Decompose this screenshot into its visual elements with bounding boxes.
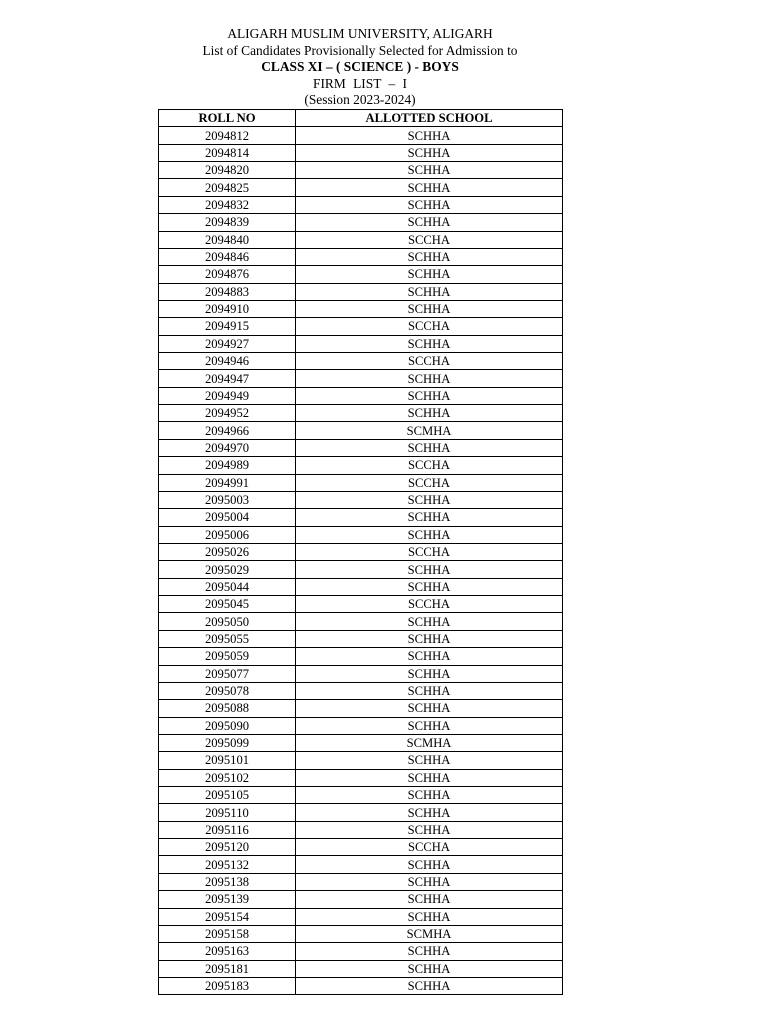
roll-no-cell: 2095044: [159, 578, 296, 595]
allotted-school-cell: SCCHA: [296, 353, 563, 370]
roll-no-cell: 2094927: [159, 335, 296, 352]
roll-no-cell: 2095101: [159, 752, 296, 769]
table-body: [159, 127, 563, 995]
allotted-school-cell: SCHHA: [296, 283, 563, 300]
table-row: [159, 353, 563, 370]
allotted-school-cell: SCHHA: [296, 613, 563, 630]
roll-no-cell: 2095120: [159, 839, 296, 856]
table-row: [159, 787, 563, 804]
roll-no-cell: 2095004: [159, 509, 296, 526]
table-row: [159, 682, 563, 699]
table-row: [159, 179, 563, 196]
roll-no-cell: 2094840: [159, 231, 296, 248]
table-row: [159, 578, 563, 595]
document-header: [0, 26, 720, 109]
allotted-school-cell: SCMHA: [296, 925, 563, 942]
allotted-school-cell: SCHHA: [296, 977, 563, 994]
roll-no-cell: 2094946: [159, 353, 296, 370]
roll-no-cell: 2094952: [159, 405, 296, 422]
allotted-school-cell: SCMHA: [296, 422, 563, 439]
allotted-school-cell: SCHHA: [296, 769, 563, 786]
roll-no-cell: 2095132: [159, 856, 296, 873]
university-name: ALIGARH MUSLIM UNIVERSITY, ALIGARH: [227, 26, 493, 41]
roll-no-cell: 2095116: [159, 821, 296, 838]
allotted-school-cell: SCHHA: [296, 717, 563, 734]
table-row: [159, 734, 563, 751]
table-row: [159, 717, 563, 734]
table-row: [159, 439, 563, 456]
roll-no-cell: 2095102: [159, 769, 296, 786]
allotted-school-cell: SCHHA: [296, 335, 563, 352]
roll-no-cell: 2094814: [159, 144, 296, 161]
table-row: [159, 474, 563, 491]
allotted-school-cell: SCHHA: [296, 491, 563, 508]
table-row: [159, 335, 563, 352]
roll-no-cell: 2095183: [159, 977, 296, 994]
roll-no-cell: 2095077: [159, 665, 296, 682]
allotted-school-cell: SCCHA: [296, 457, 563, 474]
allotted-school-cell: SCHHA: [296, 943, 563, 960]
allotted-school-cell: SCCHA: [296, 318, 563, 335]
roll-no-cell: 2094989: [159, 457, 296, 474]
allotted-school-cell: SCHHA: [296, 370, 563, 387]
table-row: [159, 405, 563, 422]
allotted-school-cell: SCHHA: [296, 127, 563, 144]
roll-no-cell: 2095163: [159, 943, 296, 960]
allotted-school-cell: SCHHA: [296, 179, 563, 196]
roll-no-cell: 2095099: [159, 734, 296, 751]
allotted-school-cell: SCHHA: [296, 752, 563, 769]
roll-no-cell: 2094839: [159, 214, 296, 231]
table-row: [159, 248, 563, 265]
allotted-school-cell: SCCHA: [296, 474, 563, 491]
roll-no-cell: 2094970: [159, 439, 296, 456]
table-row: [159, 700, 563, 717]
roll-no-cell: 2094966: [159, 422, 296, 439]
allotted-school-cell: SCCHA: [296, 543, 563, 560]
table-row: [159, 943, 563, 960]
table-row: [159, 960, 563, 977]
document-subtitle: List of Candidates Provisionally Selected for Admission to: [202, 42, 518, 58]
allotted-school-cell: SCHHA: [296, 804, 563, 821]
allotted-school-cell: SCCHA: [296, 839, 563, 856]
allotted-school-cell: SCHHA: [296, 960, 563, 977]
table-row: [159, 283, 563, 300]
roll-no-cell: 2094820: [159, 162, 296, 179]
allotted-school-cell: SCHHA: [296, 682, 563, 699]
allotted-school-cell: SCHHA: [296, 630, 563, 647]
table-row: [159, 908, 563, 925]
allotted-school-cell: SCHHA: [296, 891, 563, 908]
table-row: [159, 457, 563, 474]
roll-no-cell: 2094910: [159, 300, 296, 317]
roll-no-cell: 2094947: [159, 370, 296, 387]
roll-no-cell: 2094846: [159, 248, 296, 265]
table-row: [159, 891, 563, 908]
allotted-school-cell: SCHHA: [296, 214, 563, 231]
allotted-school-cell: SCHHA: [296, 162, 563, 179]
allotted-school-cell: SCHHA: [296, 648, 563, 665]
table-row: [159, 422, 563, 439]
roll-no-cell: 2094812: [159, 127, 296, 144]
roll-no-cell: 2094949: [159, 387, 296, 404]
allotted-school-cell: SCHHA: [296, 700, 563, 717]
table-row: [159, 318, 563, 335]
allotted-school-cell: SCHHA: [296, 387, 563, 404]
table-row: [159, 769, 563, 786]
allotted-school-cell: SCHHA: [296, 300, 563, 317]
table-row: [159, 613, 563, 630]
table-row: [159, 596, 563, 613]
roll-no-cell: 2095090: [159, 717, 296, 734]
allotted-school-cell: SCHHA: [296, 665, 563, 682]
table-row: [159, 526, 563, 543]
table-row: [159, 752, 563, 769]
allotted-school-cell: SCHHA: [296, 196, 563, 213]
allotted-school-cell: SCHHA: [296, 405, 563, 422]
roll-no-cell: 2095003: [159, 491, 296, 508]
table-row: [159, 370, 563, 387]
allotted-school-cell: SCHHA: [296, 873, 563, 890]
table-row: [159, 856, 563, 873]
allotted-school-cell: SCHHA: [296, 787, 563, 804]
roll-no-cell: 2095059: [159, 648, 296, 665]
roll-no-cell: 2095158: [159, 925, 296, 942]
table-row: [159, 804, 563, 821]
roll-no-cell: 2094883: [159, 283, 296, 300]
roll-no-cell: 2094876: [159, 266, 296, 283]
allotted-school-cell: SCHHA: [296, 439, 563, 456]
table-row: [159, 648, 563, 665]
roll-no-cell: 2094832: [159, 196, 296, 213]
table-row: [159, 665, 563, 682]
roll-no-cell: 2095045: [159, 596, 296, 613]
allotted-school-cell: SCHHA: [296, 509, 563, 526]
roll-no-cell: 2095154: [159, 908, 296, 925]
table-row: [159, 543, 563, 560]
table-row: [159, 144, 563, 161]
roll-no-cell: 2095050: [159, 613, 296, 630]
allotted-school-cell: SCHHA: [296, 526, 563, 543]
table-row: [159, 127, 563, 144]
roll-no-cell: 2095055: [159, 630, 296, 647]
session-label: (Session 2023-2024): [304, 92, 416, 107]
class-title: CLASS XI – ( SCIENCE ) - BOYS: [261, 59, 459, 74]
roll-no-cell: 2094915: [159, 318, 296, 335]
table-row: [159, 266, 563, 283]
roll-no-cell: 2095078: [159, 682, 296, 699]
roll-no-cell: 2095026: [159, 543, 296, 560]
table-row: [159, 873, 563, 890]
list-name: FIRM LIST – I: [313, 75, 407, 91]
roll-no-header: ROLL NO: [159, 110, 296, 127]
allotted-school-cell: SCHHA: [296, 248, 563, 265]
allotted-school-cell: SCCHA: [296, 596, 563, 613]
table-row: [159, 509, 563, 526]
allotted-school-cell: SCHHA: [296, 144, 563, 161]
table-row: [159, 491, 563, 508]
table-row: [159, 231, 563, 248]
table-row: [159, 300, 563, 317]
roll-no-cell: 2095029: [159, 561, 296, 578]
table-row: [159, 561, 563, 578]
roll-no-cell: 2095138: [159, 873, 296, 890]
roll-no-cell: 2095088: [159, 700, 296, 717]
allotted-school-cell: SCHHA: [296, 561, 563, 578]
table-row: [159, 162, 563, 179]
allotted-school-cell: SCHHA: [296, 856, 563, 873]
table-row: [159, 387, 563, 404]
allotted-school-cell: SCMHA: [296, 734, 563, 751]
roll-no-cell: 2095105: [159, 787, 296, 804]
roll-no-cell: 2094825: [159, 179, 296, 196]
table-row: [159, 630, 563, 647]
allotted-school-cell: SCCHA: [296, 231, 563, 248]
table-row: [159, 821, 563, 838]
table-header-row: [159, 110, 563, 127]
table-row: [159, 977, 563, 994]
allotted-school-cell: SCHHA: [296, 821, 563, 838]
table-row: [159, 196, 563, 213]
roll-no-cell: 2095006: [159, 526, 296, 543]
table-row: [159, 214, 563, 231]
allotted-school-cell: SCHHA: [296, 266, 563, 283]
roll-no-cell: 2095110: [159, 804, 296, 821]
allotted-school-header: ALLOTTED SCHOOL: [296, 110, 563, 127]
allotted-school-cell: SCHHA: [296, 908, 563, 925]
roll-no-cell: 2094991: [159, 474, 296, 491]
roll-no-cell: 2095139: [159, 891, 296, 908]
table-row: [159, 839, 563, 856]
allotted-school-cell: SCHHA: [296, 578, 563, 595]
admission-table: [158, 109, 563, 995]
roll-no-cell: 2095181: [159, 960, 296, 977]
table-row: [159, 925, 563, 942]
